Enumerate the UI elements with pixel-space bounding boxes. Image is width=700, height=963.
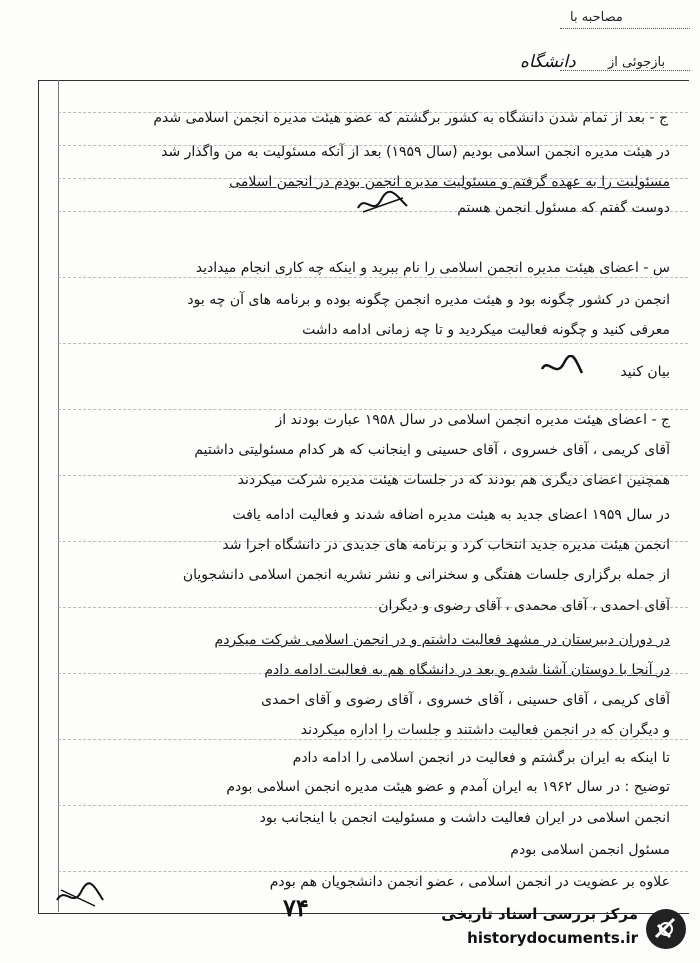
handwritten-line: از جمله برگزاری جلسات هفتگی و سخنرانی و نشر نشریه انجمن اسلامی دانشجویان: [182, 567, 670, 583]
interview-label: مصاحبه با: [570, 10, 623, 25]
continuation-label: بازجوئی از: [608, 55, 666, 70]
handwritten-line: و دیگران که در انجمن فعالیت داشتند و جلسات را اداره میکردند: [300, 722, 670, 738]
handwritten-line: بیان کنید: [620, 364, 670, 380]
watermark-title: مرکز بررسی اسناد تاریخی: [441, 905, 638, 923]
bottom-left-signature: [55, 880, 105, 910]
handwritten-line: انجمن هیئت مدیره جدید انتخاب کرد و برنامه های جدیدی در دانشگاه اجرا شد: [222, 537, 670, 553]
subject-handwritten: دانشگاه: [520, 52, 576, 72]
handwritten-line: ج - اعضای هیئت مدیره انجمن اسلامی در سال ۱۹۵۸ عبارت بودند از: [275, 412, 670, 428]
interview-line: [560, 28, 690, 30]
handwritten-line: آقای کریمی ، آقای خسروی ، آقای حسینی و اینجانب که هر کدام مسئولیتی داشتیم: [194, 442, 670, 458]
guide-rule: [58, 343, 688, 345]
handwritten-line: در آنجا با دوستان آشنا شدم و بعد در دانشگاه هم به فعالیت ادامه دادم: [264, 662, 670, 678]
handwritten-line: ج - بعد از تمام شدن دانشگاه به کشور برگشتم که عضو هیئت مدیره انجمن اسلامی شدم: [153, 110, 668, 126]
signature-scribble: [355, 190, 410, 218]
handwritten-line: همچنین اعضای دیگری هم بودند که در جلسات هیئت مدیره شرکت میکردند: [237, 472, 670, 488]
handwritten-line: انجمن در کشور چگونه بود و هیئت مدیره انجمن چگونه بوده و برنامه های آن چه بود: [187, 292, 670, 308]
handwritten-line: آقای احمدی ، آقای محمدی ، آقای رضوی و دیگران: [378, 598, 670, 614]
handwritten-line: علاوه بر عضویت در انجمن اسلامی ، عضو انجمن دانشجویان هم بودم: [269, 874, 670, 890]
handwritten-line: مسئولیت را به عهده گرفتم و مسئولیت مدیره انجمن بودم در انجمن اسلامی: [229, 174, 670, 190]
signature-scribble: [540, 355, 585, 381]
watermark: [441, 905, 690, 957]
archive-logo-icon: [644, 907, 688, 951]
continuation-line: [560, 70, 690, 72]
handwritten-line: در دوران دبیرستان در مشهد فعالیت داشتم و در انجمن اسلامی شرکت میکردم: [214, 632, 670, 648]
handwritten-line: آقای کریمی ، آقای حسینی ، آقای خسروی ، آقای رضوی و آقای احمدی: [261, 692, 670, 708]
handwritten-line: توضیح : در سال ۱۹۶۲ به ایران آمدم و عضو هیئت مدیره انجمن اسلامی بودم: [226, 779, 670, 795]
handwritten-line: دوست گفتم که مسئول انجمن هستم: [457, 200, 670, 216]
page-number: ۷۴: [283, 893, 309, 922]
handwritten-line: در هیئت مدیره انجمن اسلامی بودیم (سال ۱۹۵۹) بعد از آنکه مسئولیت به من واگذار شد: [161, 144, 670, 160]
handwritten-line: تا اینکه به ایران برگشتم و فعالیت در انجمن اسلامی را ادامه دادم: [292, 750, 670, 766]
handwritten-line: معرفی کنید و چگونه فعالیت میکردید و تا چه زمانی ادامه داشت: [302, 322, 670, 338]
handwritten-line: انجمن اسلامی در ایران فعالیت داشت و مسئولیت انجمن با اینجانب بود: [259, 810, 670, 826]
handwritten-line: مسئول انجمن اسلامی بودم: [510, 842, 670, 858]
handwritten-line: س - اعضای هیئت مدیره انجمن اسلامی را نام ببرید و اینکه چه کاری انجام میدادید: [195, 260, 670, 276]
guide-rule: [58, 805, 688, 807]
watermark-url: historydocuments.ir: [467, 929, 638, 947]
margin-line: [58, 80, 59, 912]
handwritten-line: در سال ۱۹۵۹ اعضای جدید به هیئت مدیره اضافه شدند و فعالیت ادامه یافت: [232, 507, 670, 523]
